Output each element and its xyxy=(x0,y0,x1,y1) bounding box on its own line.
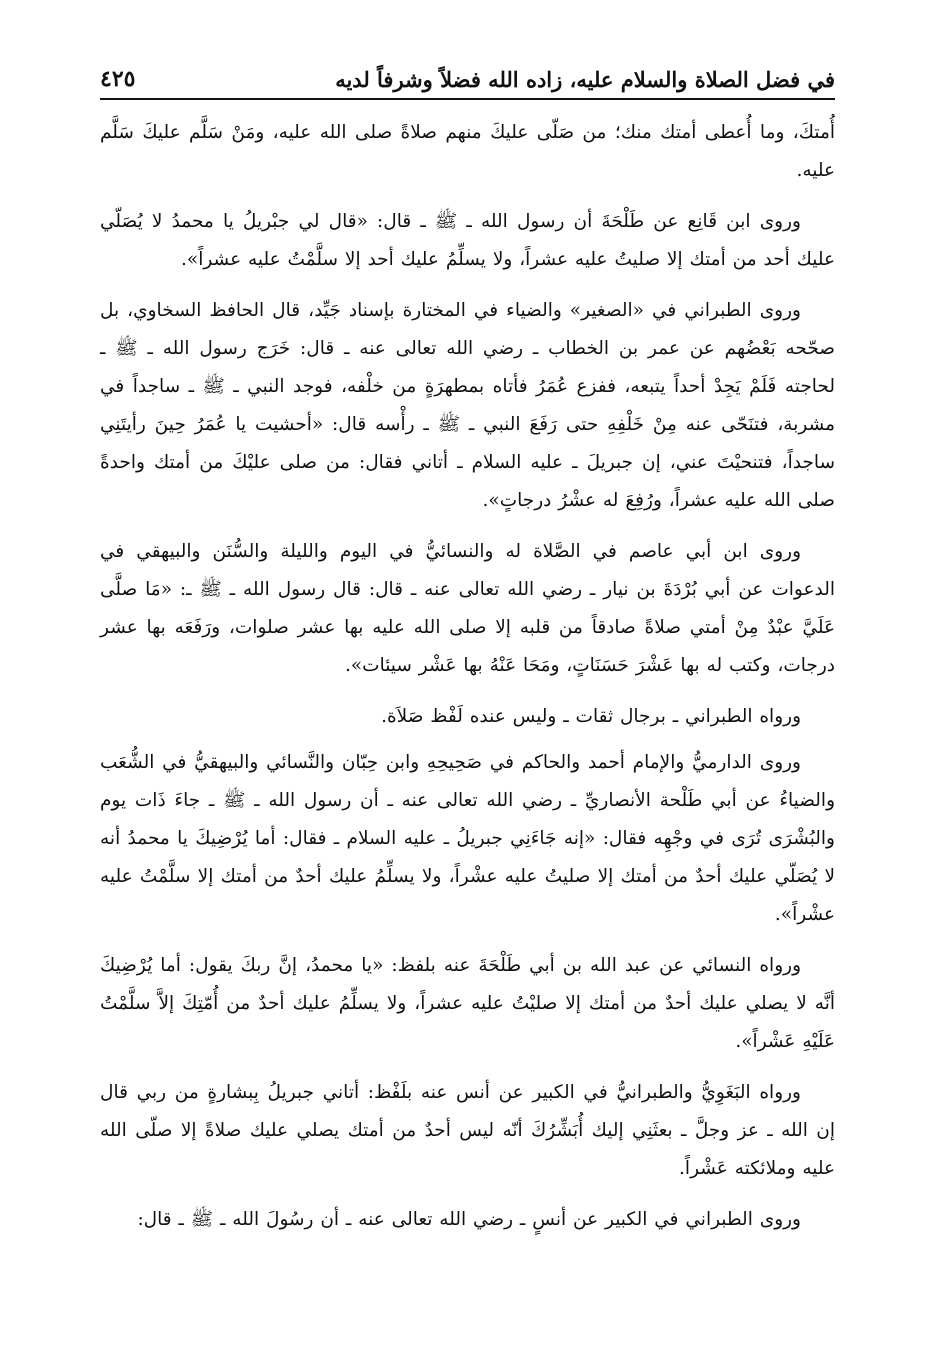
paragraph: وروى الطبراني في «الصغير» والضياء في المختارة بإسناد جَيِّد، قال الحافظ السخاوي، بل صحّحه بَعْضُهم عن عمر بن الخطاب ـ رضي الله تعالى عنه ـ قال: خَرَج رسول الله ـ ﷺ ـ لحاجته فَلَمْ يَجِدْ أحداً يتبعه، ففزع عُمَرُ فأتاه بمطهرَةٍ من خلْفه، فوجد النبي ـ ﷺ ـ ساجداً في مشربة، فتنَحّى عنه مِنْ خَلْفِهِ حتى رَفَعَ النبي ـ ﷺ ـ رأْسه قال: «أحشيت يا عُمَرُ حِينَ رأيتَنِي ساجداً، فتنحيْتَ عني، إن جبريلَ ـ عليه السلام ـ أتاني فقال: من صلى عليْكَ من أمتك واحدةً صلى الله عليه عشراً، ورُفِعَ له عشْرُ درجاتٍ». xyxy=(100,300,835,511)
paragraph: ورواه النسائي عن عبد الله بن أبي طَلْحَةَ عنه بلفظ: «يا محمدُ، إنَّ ربكَ يقول: أما يُرْضِيكَ أنَّه لا يصلي عليك أحدٌ من أمتك إلا صليْتُ عليه عشراً، ولا يسلِّمُ عليك أحدٌ من أُمّتِكَ إلاَّ سلَّمْتُ عَلَيْهِ عَشْراً». xyxy=(100,955,835,1052)
paragraph: وروى ابن قَانِع عن طَلْحَةَ أن رسول الله ـ ﷺ ـ قال: «قال لي جبْريلُ يا محمدُ لا يُصَلّي عليك أحد من أمتك إلا صليتُ عليه عشراً، ولا يسلِّمُ عليك أحد إلا سلَّمْتُ عليه عشراً». xyxy=(100,211,835,270)
paragraph: وروى الطبراني في الكبير عن أنسٍ ـ رضي الله تعالى عنه ـ أن رسُولَ الله ـ ﷺ ـ قال: xyxy=(137,1209,801,1230)
paragraph: ورواه الطبراني ـ برجال ثقات ـ وليس عنده لَفْظ صَلاَة. xyxy=(381,706,801,727)
body-text xyxy=(100,114,835,1239)
paragraph: وروى الدارميُّ والإمام أحمد والحاكم في صَحِيحِهِ وابن حِبّان والنَّسائي والبيهقيُّ في الشُّعَب والضياءُ عن أبي طَلْحة الأنصاريِّ ـ رضي الله تعالى عنه ـ أن رسول الله ـ ﷺ ـ جاءَ ذَات يوم والبُشْرَى تُرَى في وجْهِه فقال: «إنه جَاءَنِي جبريلُ ـ عليه السلام ـ فقال: أما يُرْضِيكَ يا محمدُ أنه لا يُصَلّي عليك أحدٌ من أمتك إلا صليتُ عليه عشْراً، ولا يسلِّمُ عليك أحدٌ من أمتك إلا سلَّمْتُ عليه عشْراً». xyxy=(100,752,835,925)
paragraph: وروى ابن أبي عاصم في الصَّلاة له والنسائيُّ في اليوم والليلة والسُّنَن والبيهقي في الدعوات عن أبي بُرْدَةَ بن نيار ـ رضي الله تعالى عنه ـ قال: قال رسول الله ـ ﷺ ـ: «مَا صلَّى عَلَيَّ عبْدٌ مِنْ أمتي صلاةً صادقاً من قلبه إلا صلى الله عليه بها عشر صلوات، ورَفَعَه بها عشر درجات، وكتب له بها عَشْرَ حَسَنَاتٍ، ومَحَا عَنْهُ بها عَشْر سيئات». xyxy=(100,541,835,676)
book-page xyxy=(100,52,835,1371)
paragraph: ورواه البَغَوِيُّ والطبرانيُّ في الكبير عن أنس عنه بلَفْظ: أتاني جبريلُ بِبشارةٍ من ربي قال إن الله ـ عز وجلَّ ـ بعثَنِي إليك أُبَشِّرُكَ أنّه ليس أحدٌ من أمتك يصلي عليك صلاةً إلا صلّى الله عليه وملائكته عَشْراً. xyxy=(100,1082,835,1179)
page-header xyxy=(100,52,835,92)
page-number: ٤٢٥ xyxy=(100,66,136,92)
header-rule xyxy=(100,98,835,100)
paragraph: أُمتكَ، وما أُعطى أمتك منك؛ من صَلّى عليكَ منهم صلاةً صلى الله عليه، ومَنْ سَلَّم عليكَ سَلَّم عليه. xyxy=(100,122,835,181)
running-title: في فضل الصلاة والسلام عليه، زاده الله فضلاً وشرفاً لديه xyxy=(335,67,835,92)
